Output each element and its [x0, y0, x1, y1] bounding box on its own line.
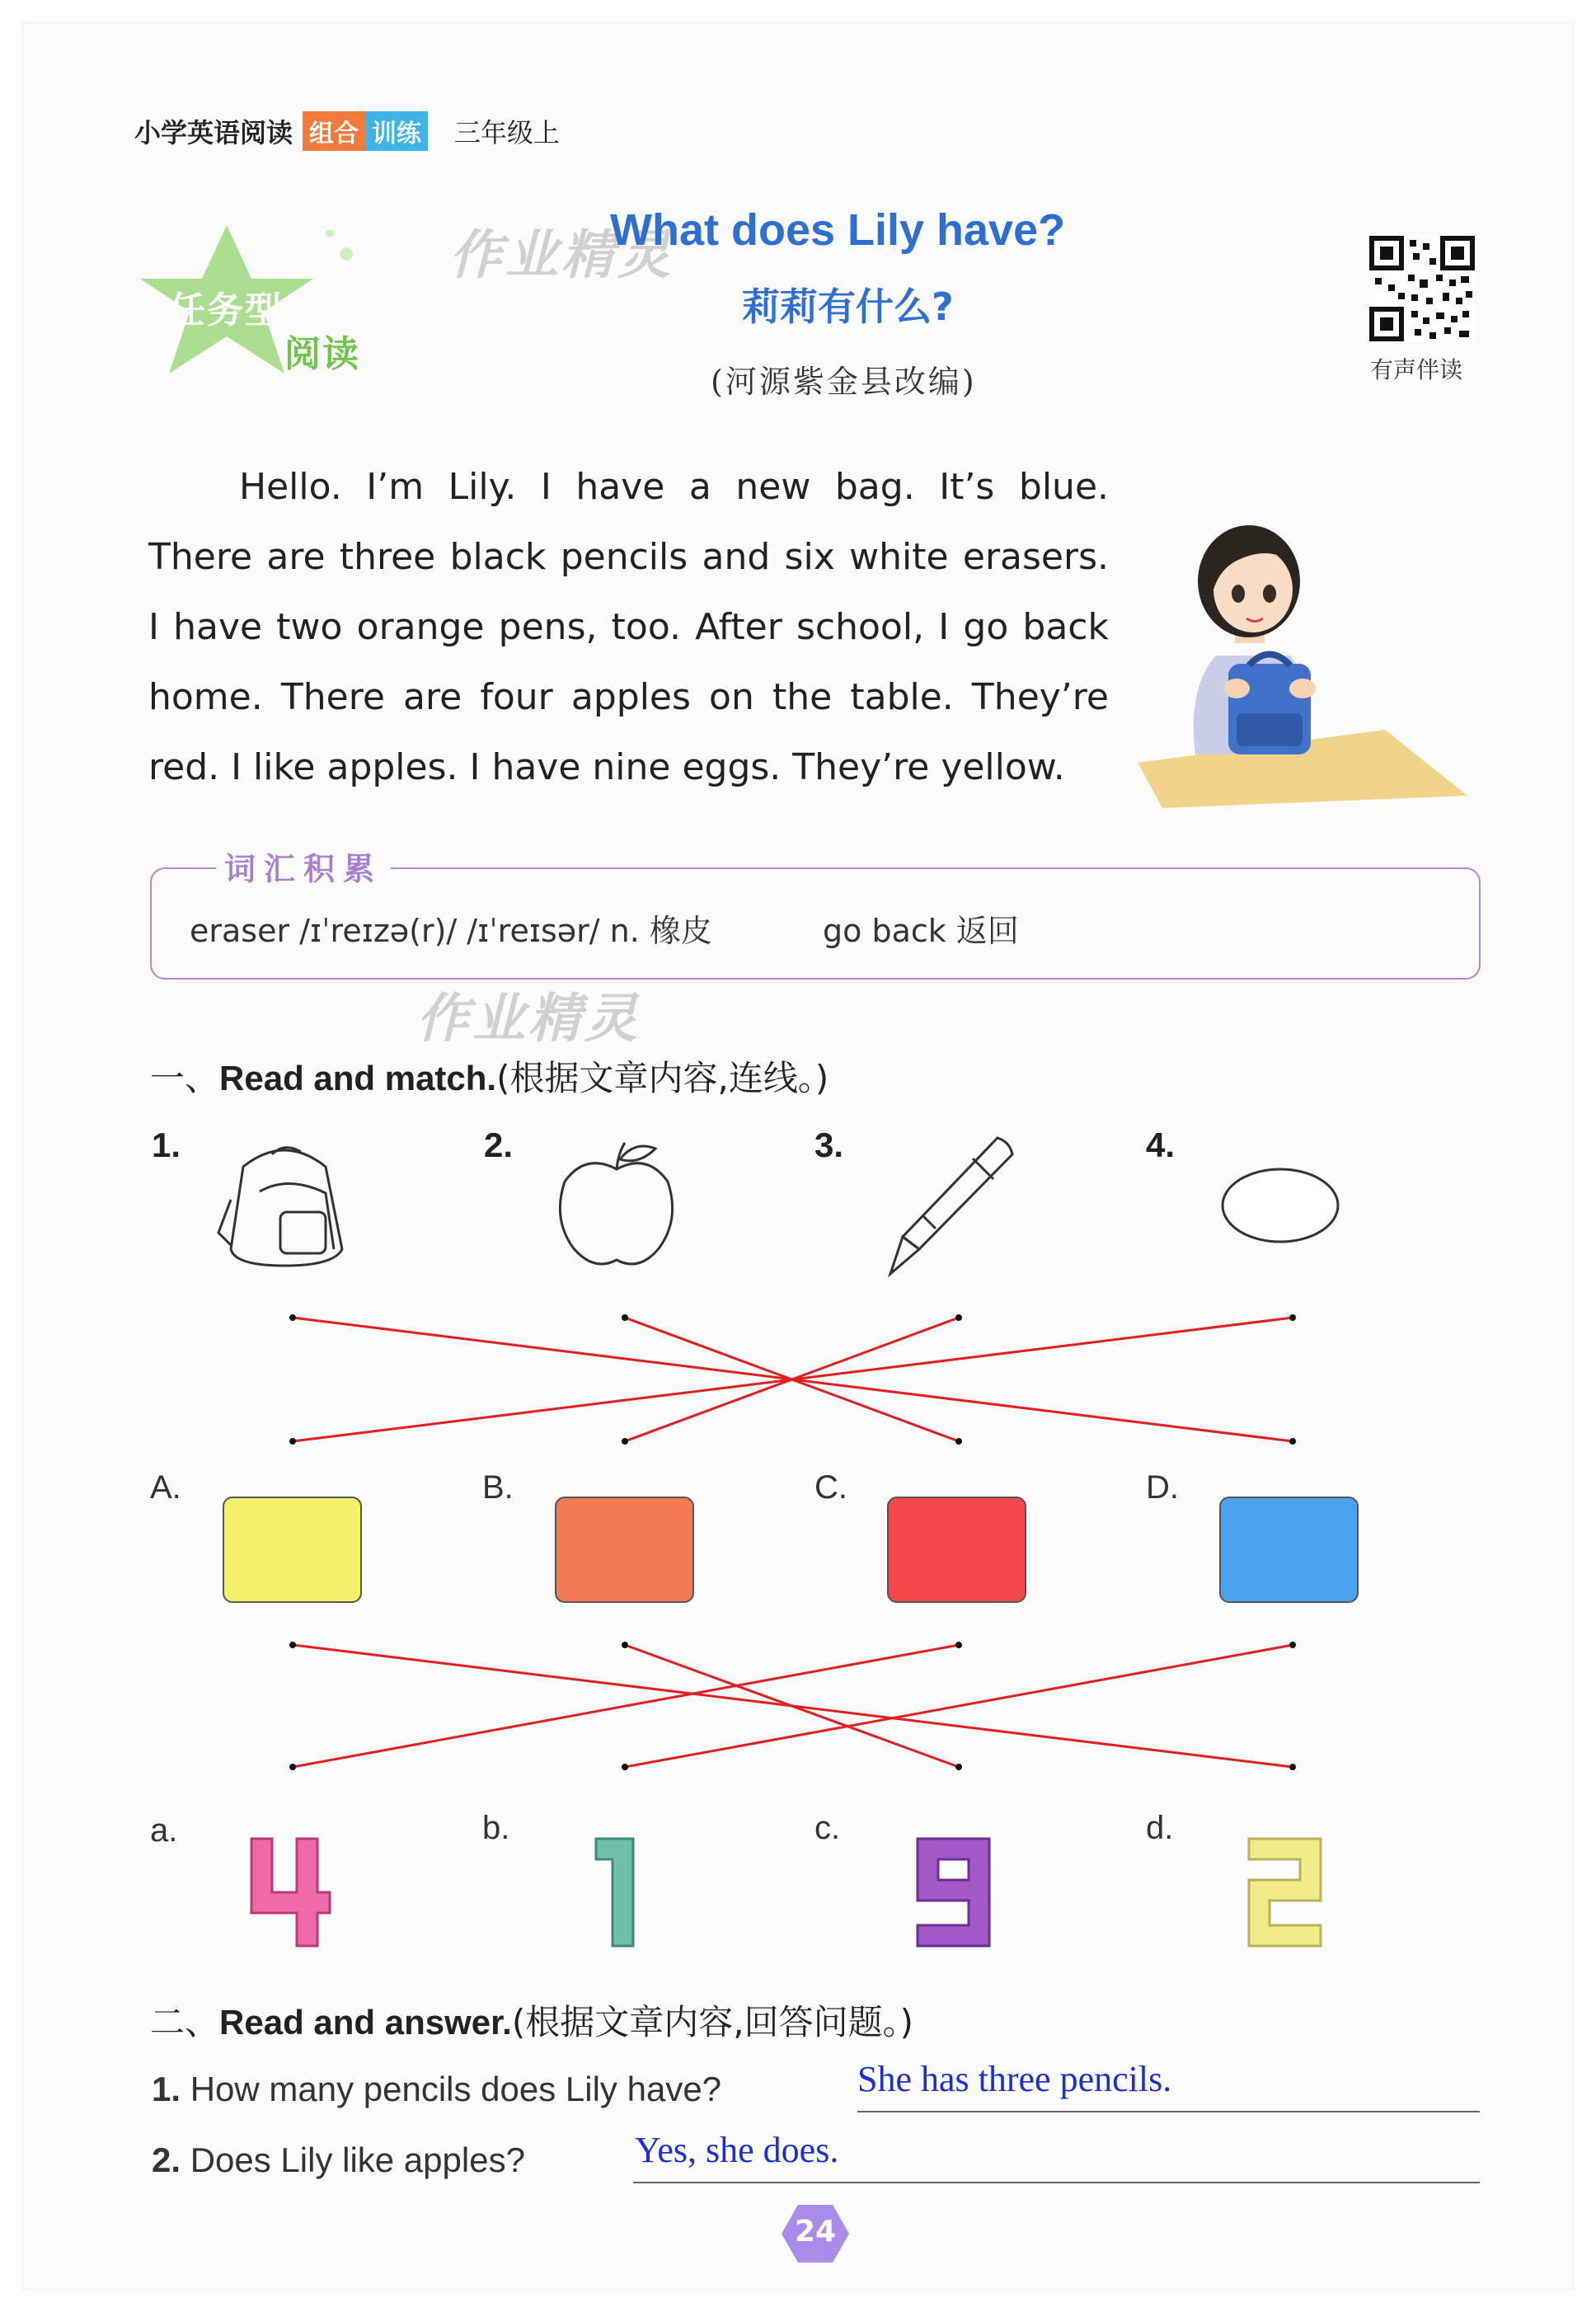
- item-3-number: 3.: [814, 1125, 844, 1164]
- passage-source: (河源紫金县改编): [711, 364, 977, 400]
- vocab-item-eraser: eraser /ɪˈreɪzə(r)/ /ɪˈreɪsər/ n. 橡皮: [190, 913, 712, 949]
- match-line-red-four: [293, 1645, 959, 1767]
- series-chip-1: 组合: [303, 111, 365, 151]
- badge-line-2: 阅读: [284, 333, 360, 375]
- question-2-text: Does Lily like apples?: [190, 2140, 525, 2179]
- question-2-number: 2.: [152, 2140, 181, 2179]
- match-line-blue-one: [625, 1645, 1293, 1767]
- badge-line-1: 任务型: [169, 289, 283, 331]
- number-letter-a: a.: [150, 1812, 178, 1849]
- reading-passage: Hello. I’m Lily. I have a new bag. It’s blue. There are three black pencils and six white erasers. I have two orange pens, too. After school, I go back home. There are four apples on the table. They’re red. I like apples. I have nine eggs. They’re yellow.: [148, 466, 1109, 788]
- item-2-number: 2.: [484, 1125, 514, 1164]
- grade-label: 三年级上: [454, 117, 561, 148]
- vocab-item-go-back: go back 返回: [823, 913, 1019, 949]
- section-1-title: Read and match.: [219, 1059, 497, 1097]
- watermark: 作业精灵: [449, 225, 674, 286]
- section-2-title: Read and answer.: [219, 2003, 512, 2042]
- number-letter-c: c.: [814, 1810, 841, 1846]
- question-1: [152, 2070, 721, 2109]
- section-2-note: (根据文章内容,回答问题。): [511, 2002, 913, 2042]
- color-letter-d: D.: [1146, 1469, 1179, 1506]
- watermark-2: 作业精灵: [416, 989, 641, 1050]
- page-number-badge: [780, 2203, 851, 2264]
- page-number: 24: [794, 2215, 837, 2249]
- question-1-text: How many pencils does Lily have?: [190, 2070, 722, 2108]
- section-1-label: 一、: [150, 1058, 220, 1098]
- book-name: 小学英语阅读: [134, 117, 293, 148]
- color-letter-b: B.: [482, 1469, 514, 1506]
- section-2-label: 二、: [150, 2002, 220, 2042]
- vocabulary-title: 词汇积累: [216, 844, 391, 889]
- answer-2[interactable]: Yes, she does.: [635, 2130, 839, 2170]
- color-letter-a: A.: [150, 1469, 181, 1506]
- answer-2-line: [633, 2182, 1480, 2183]
- answer-1-line: [857, 2111, 1480, 2112]
- item-1-number: 1.: [152, 1125, 181, 1164]
- passage-subtitle: 莉莉有什么?: [742, 284, 954, 329]
- answer-1[interactable]: She has three pencils.: [857, 2059, 1172, 2099]
- section-2-heading: [150, 1995, 913, 2045]
- number-letter-b: b.: [482, 1810, 510, 1846]
- qr-label: 有声伴读: [1370, 356, 1463, 383]
- passage-title: What does Lily have?: [610, 205, 1066, 255]
- color-letter-c: C.: [814, 1469, 847, 1506]
- question-1-number: 1.: [152, 2070, 181, 2108]
- section-1-note: (根据文章内容,连线。): [496, 1058, 829, 1098]
- series-chip-2: 训练: [365, 111, 428, 151]
- number-letter-d: d.: [1146, 1810, 1174, 1846]
- match-line-orange-nine: [625, 1645, 959, 1767]
- question-2: [152, 2140, 525, 2180]
- item-4-number: 4.: [1146, 1125, 1176, 1164]
